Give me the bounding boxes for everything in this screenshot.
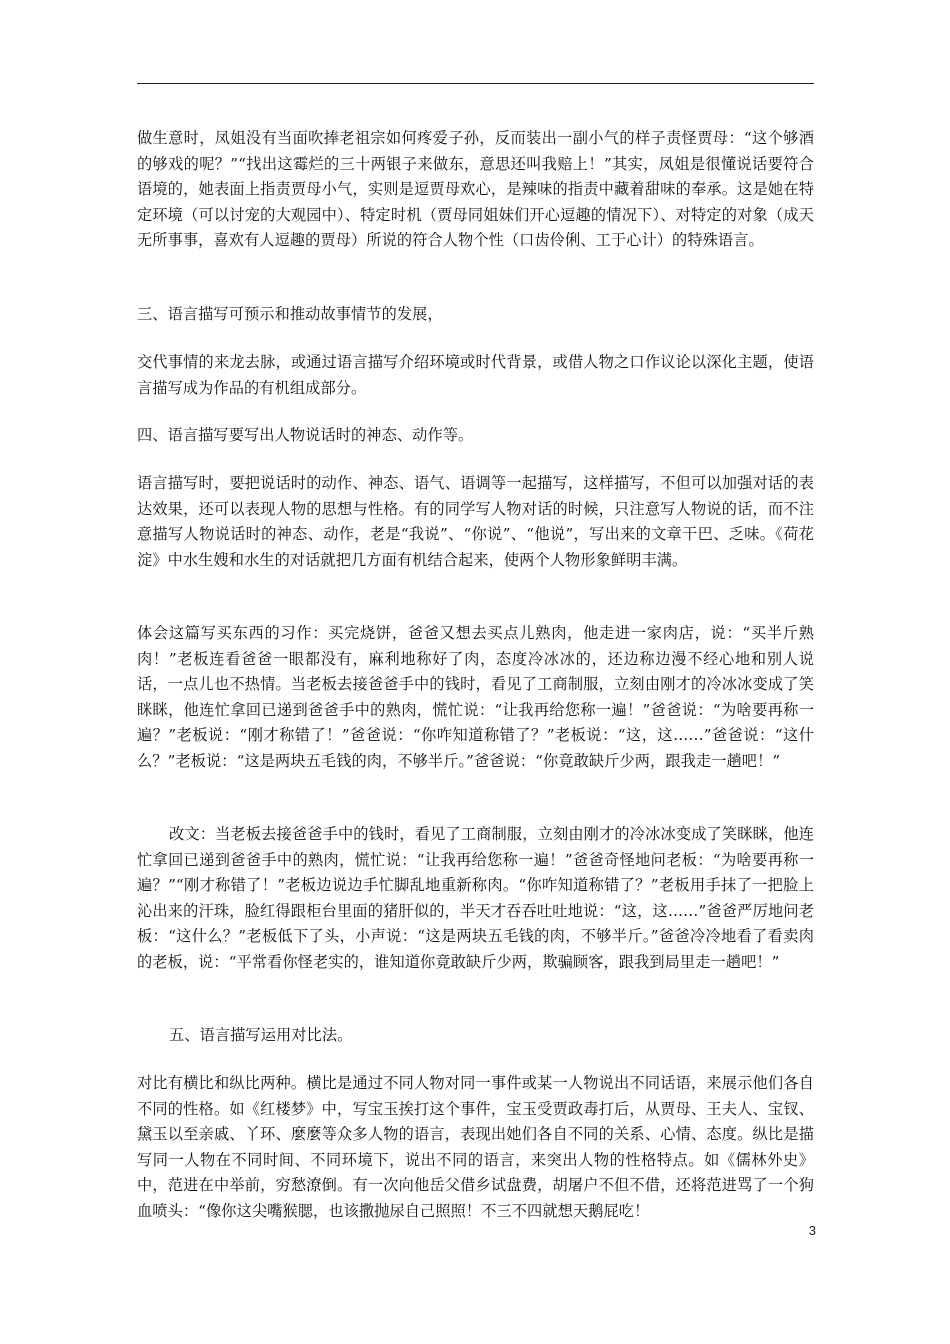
paragraph-shopping-original: 体会这篇写买东西的习作：买完烧饼，爸爸又想去买点儿熟肉，他走进一家肉店，说：“买半斤熟肉！”老板连看爸爸一眼都没有，麻利地称好了肉，态度冷冰冰的，还边称边漫不经心地和别人说话，一点儿也不热情。当老板去接爸爸手中的钱时，看见了工商制服，立刻由刚才的冷冰冰变成了笑眯眯，他连忙拿回已递到爸爸手中的熟肉，慌忙说：“让我再给您称一遍！”爸爸说：“为啥要再称一遍？”老板说：“刚才称错了！”爸爸说：“你咋知道称错了？”老板说：“这，这……”爸爸说：“这什么？”老板说：“这是两块五毛钱的肉，不够半斤。”爸爸说：“你竟敢缺斤少两，跟我走一趟吧！” — [137, 624, 814, 770]
page-number: 3 — [808, 1223, 816, 1238]
paragraph-contrast-method: 对比有横比和纵比两种。横比是通过不同人物对同一事件或某一人物说出不同话语，来展示他们各自不同的性格。如《红楼梦》中，写宝玉挨打这个事件，宝玉受贾政毒打后，从贾母、王夫人、宝钗、黛玉以至亲戚、丫环、麼麼等众多人物的语言，表现出她们各自不同的关系、心情、态度。纵比是描写同一人物在不同时间、不同环境下，说出不同的语言，来突出人物的性格特点。如《儒林外史》中，范进在中举前，穷愁潦倒。有一次向他岳父借乡试盘费，胡屠户不但不借，还将范进骂了一个狗血喷头：“像你这尖嘴猴腮，也该撒抛尿自己照照！不三不四就想天鹅屁吃！ — [137, 1074, 814, 1220]
section-heading-manner-and-action: 四、语言描写要写出人物说话时的神态、动作等。 — [137, 426, 474, 444]
paragraph-wang-xifeng-language: 做生意时，凤姐没有当面吹捧老祖宗如何疼爱子孙，反而装出一副小气的样子责怪贾母：“这个够酒的够戏的呢？”“找出这霉烂的三十两银子来做东，意思还叫我赔上！”其实，凤姐是很懂说话要符合语境的，她表面上指责贾母小气，实则是逗贾母欢心，是辣味的指责中藏着甜味的奉承。这是她在特定环境（可以讨宠的大观园中）、特定时机（贾母同姐妹们开心逗趣的情况下）、对特定的对象（成天无所事事，喜欢有人逗趣的贾母）所说的符合人物个性（口齿伶俐、工于心计）的特殊语言。 — [137, 129, 814, 250]
section-heading-plot-development: 三、语言描写可预示和推动故事情节的发展， — [137, 305, 443, 323]
page-content — [137, 126, 814, 1250]
paragraph-manner-and-action: 语言描写时，要把说话时的动作、神态、语气、语调等一起描写，这样描写，不但可以加强对话的表达效果，还可以表现人物的思想与性格。有的同学写人物对话的时候，只注意写人物说的话，而不注意描写人物说话时的神态、动作，老是“我说”、“你说”、“他说”，写出来的文章干巴、乏味。《荷花淀》中水生嫂和水生的对话就把几方面有机结合起来，使两个人物形象鲜明丰满。 — [137, 474, 814, 569]
paragraph-shopping-revised: 改文：当老板去接爸爸手中的钱时，看见了工商制服，立刻由刚才的冷冰冰变成了笑眯眯，他连忙拿回已递到爸爸手中的熟肉，慌忙说：“让我再给您称一遍！”爸爸奇怪地问老板：“为啥要再称一遍？”“刚才称错了！”老板边说边手忙脚乱地重新称肉。“你咋知道称错了？”老板用手抹了一把脸上沁出来的汗珠，脸红得跟柜台里面的猪肝似的，半天才吞吞吐吐地说：“这，这……”爸爸严厉地问老板：“这什么？”老板低下了头，小声说：“这是两块五毛钱的肉，不够半斤。”爸爸冷冷地看了看卖肉的老板，说：“平常看你怪老实的，谁知道你竟敢缺斤少两，欺骗顾客，跟我到局里走一趟吧！” — [137, 825, 814, 971]
section-heading-contrast-method: 五、语言描写运用对比法。 — [169, 1026, 353, 1044]
paragraph-plot-development: 交代事情的来龙去脉，或通过语言描写介绍环境或时代背景，或借人物之口作议论以深化主题，使语言描写成为作品的有机组成部分。 — [137, 353, 814, 397]
header-rule — [137, 83, 814, 84]
